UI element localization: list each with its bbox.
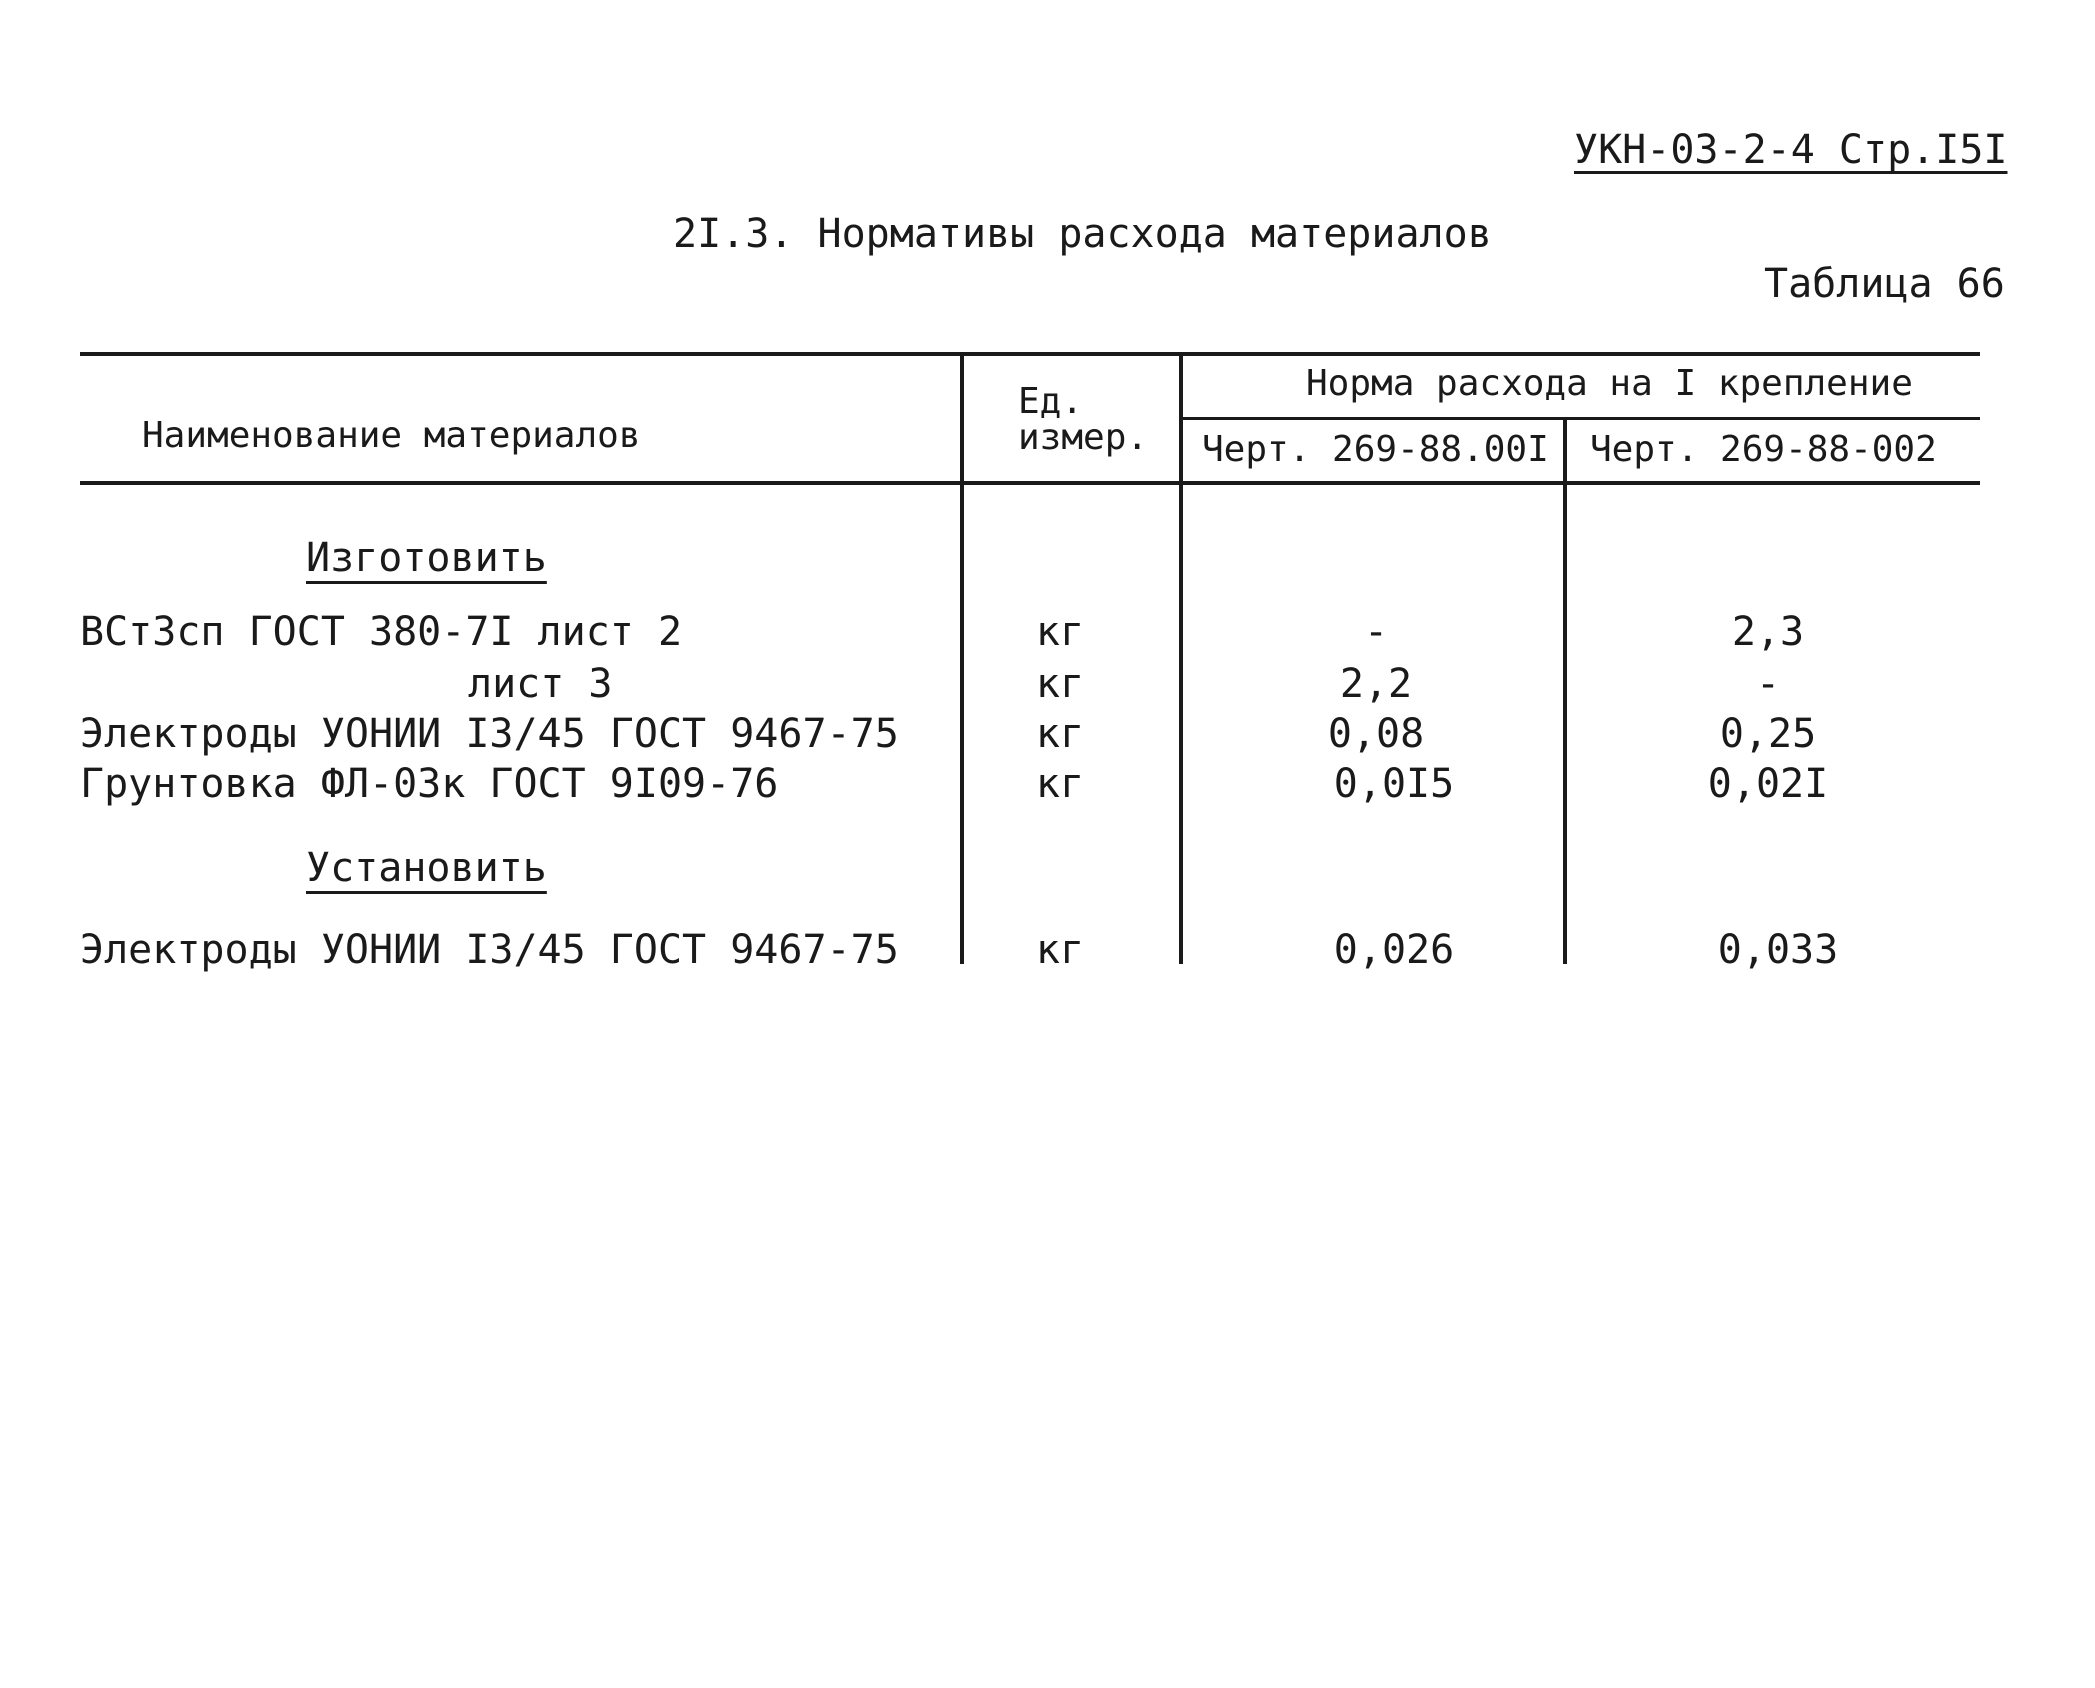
row-unit: кг: [1035, 927, 1085, 973]
row-value-b: 2,3: [1731, 609, 1805, 655]
row-value-b: 0,25: [1719, 711, 1817, 757]
row-value-b: -: [1755, 661, 1781, 707]
section-title-make: Изготовить: [306, 535, 547, 581]
section-title: 2I.3. Нормативы расхода материалов: [673, 211, 1492, 257]
norm-group-rule: [1180, 417, 1980, 420]
header-unit-line2: измер.: [1018, 417, 1149, 458]
row-name: ВСт3сп ГОСТ 380-7I лист 2: [80, 609, 683, 655]
row-unit: кг: [1035, 661, 1085, 707]
col-divider-name-unit: [960, 352, 964, 964]
row-name: лист 3: [468, 661, 613, 707]
col-divider-unit-norm: [1179, 352, 1183, 964]
table-number: Таблица 66: [1764, 261, 2005, 307]
header-norm-group: Норма расхода на I крепление: [1306, 363, 1913, 404]
row-unit: кг: [1035, 761, 1085, 807]
row-value-b: 0,033: [1717, 927, 1839, 973]
header-col-a: Черт. 269-88.00I: [1202, 429, 1549, 470]
row-value-a: 0,0I5: [1333, 761, 1455, 807]
row-unit: кг: [1035, 609, 1085, 655]
document-reference: УКН-03-2-4 Стр.I5I: [1574, 127, 2008, 173]
row-name: Электроды УОНИИ I3/45 ГОСТ 9467-75: [80, 927, 899, 973]
header-col-b: Черт. 269-88-002: [1590, 429, 1937, 470]
row-value-b: 0,02I: [1707, 761, 1829, 807]
row-value-a: 2,2: [1339, 661, 1413, 707]
header-unit-line1: Ед.: [1018, 381, 1084, 422]
section-title-install: Установить: [306, 845, 547, 891]
col-divider-a-b: [1563, 419, 1567, 964]
header-material-name: Наименование материалов: [142, 415, 641, 456]
header-bottom-rule: [80, 481, 1980, 485]
row-value-a: 0,08: [1327, 711, 1425, 757]
row-name: Грунтовка ФЛ-03к ГОСТ 9I09-76: [80, 761, 779, 807]
table-top-rule: [80, 352, 1980, 356]
row-value-a: -: [1363, 609, 1389, 655]
row-value-a: 0,026: [1333, 927, 1455, 973]
row-name: Электроды УОНИИ I3/45 ГОСТ 9467-75: [80, 711, 899, 757]
row-unit: кг: [1035, 711, 1085, 757]
